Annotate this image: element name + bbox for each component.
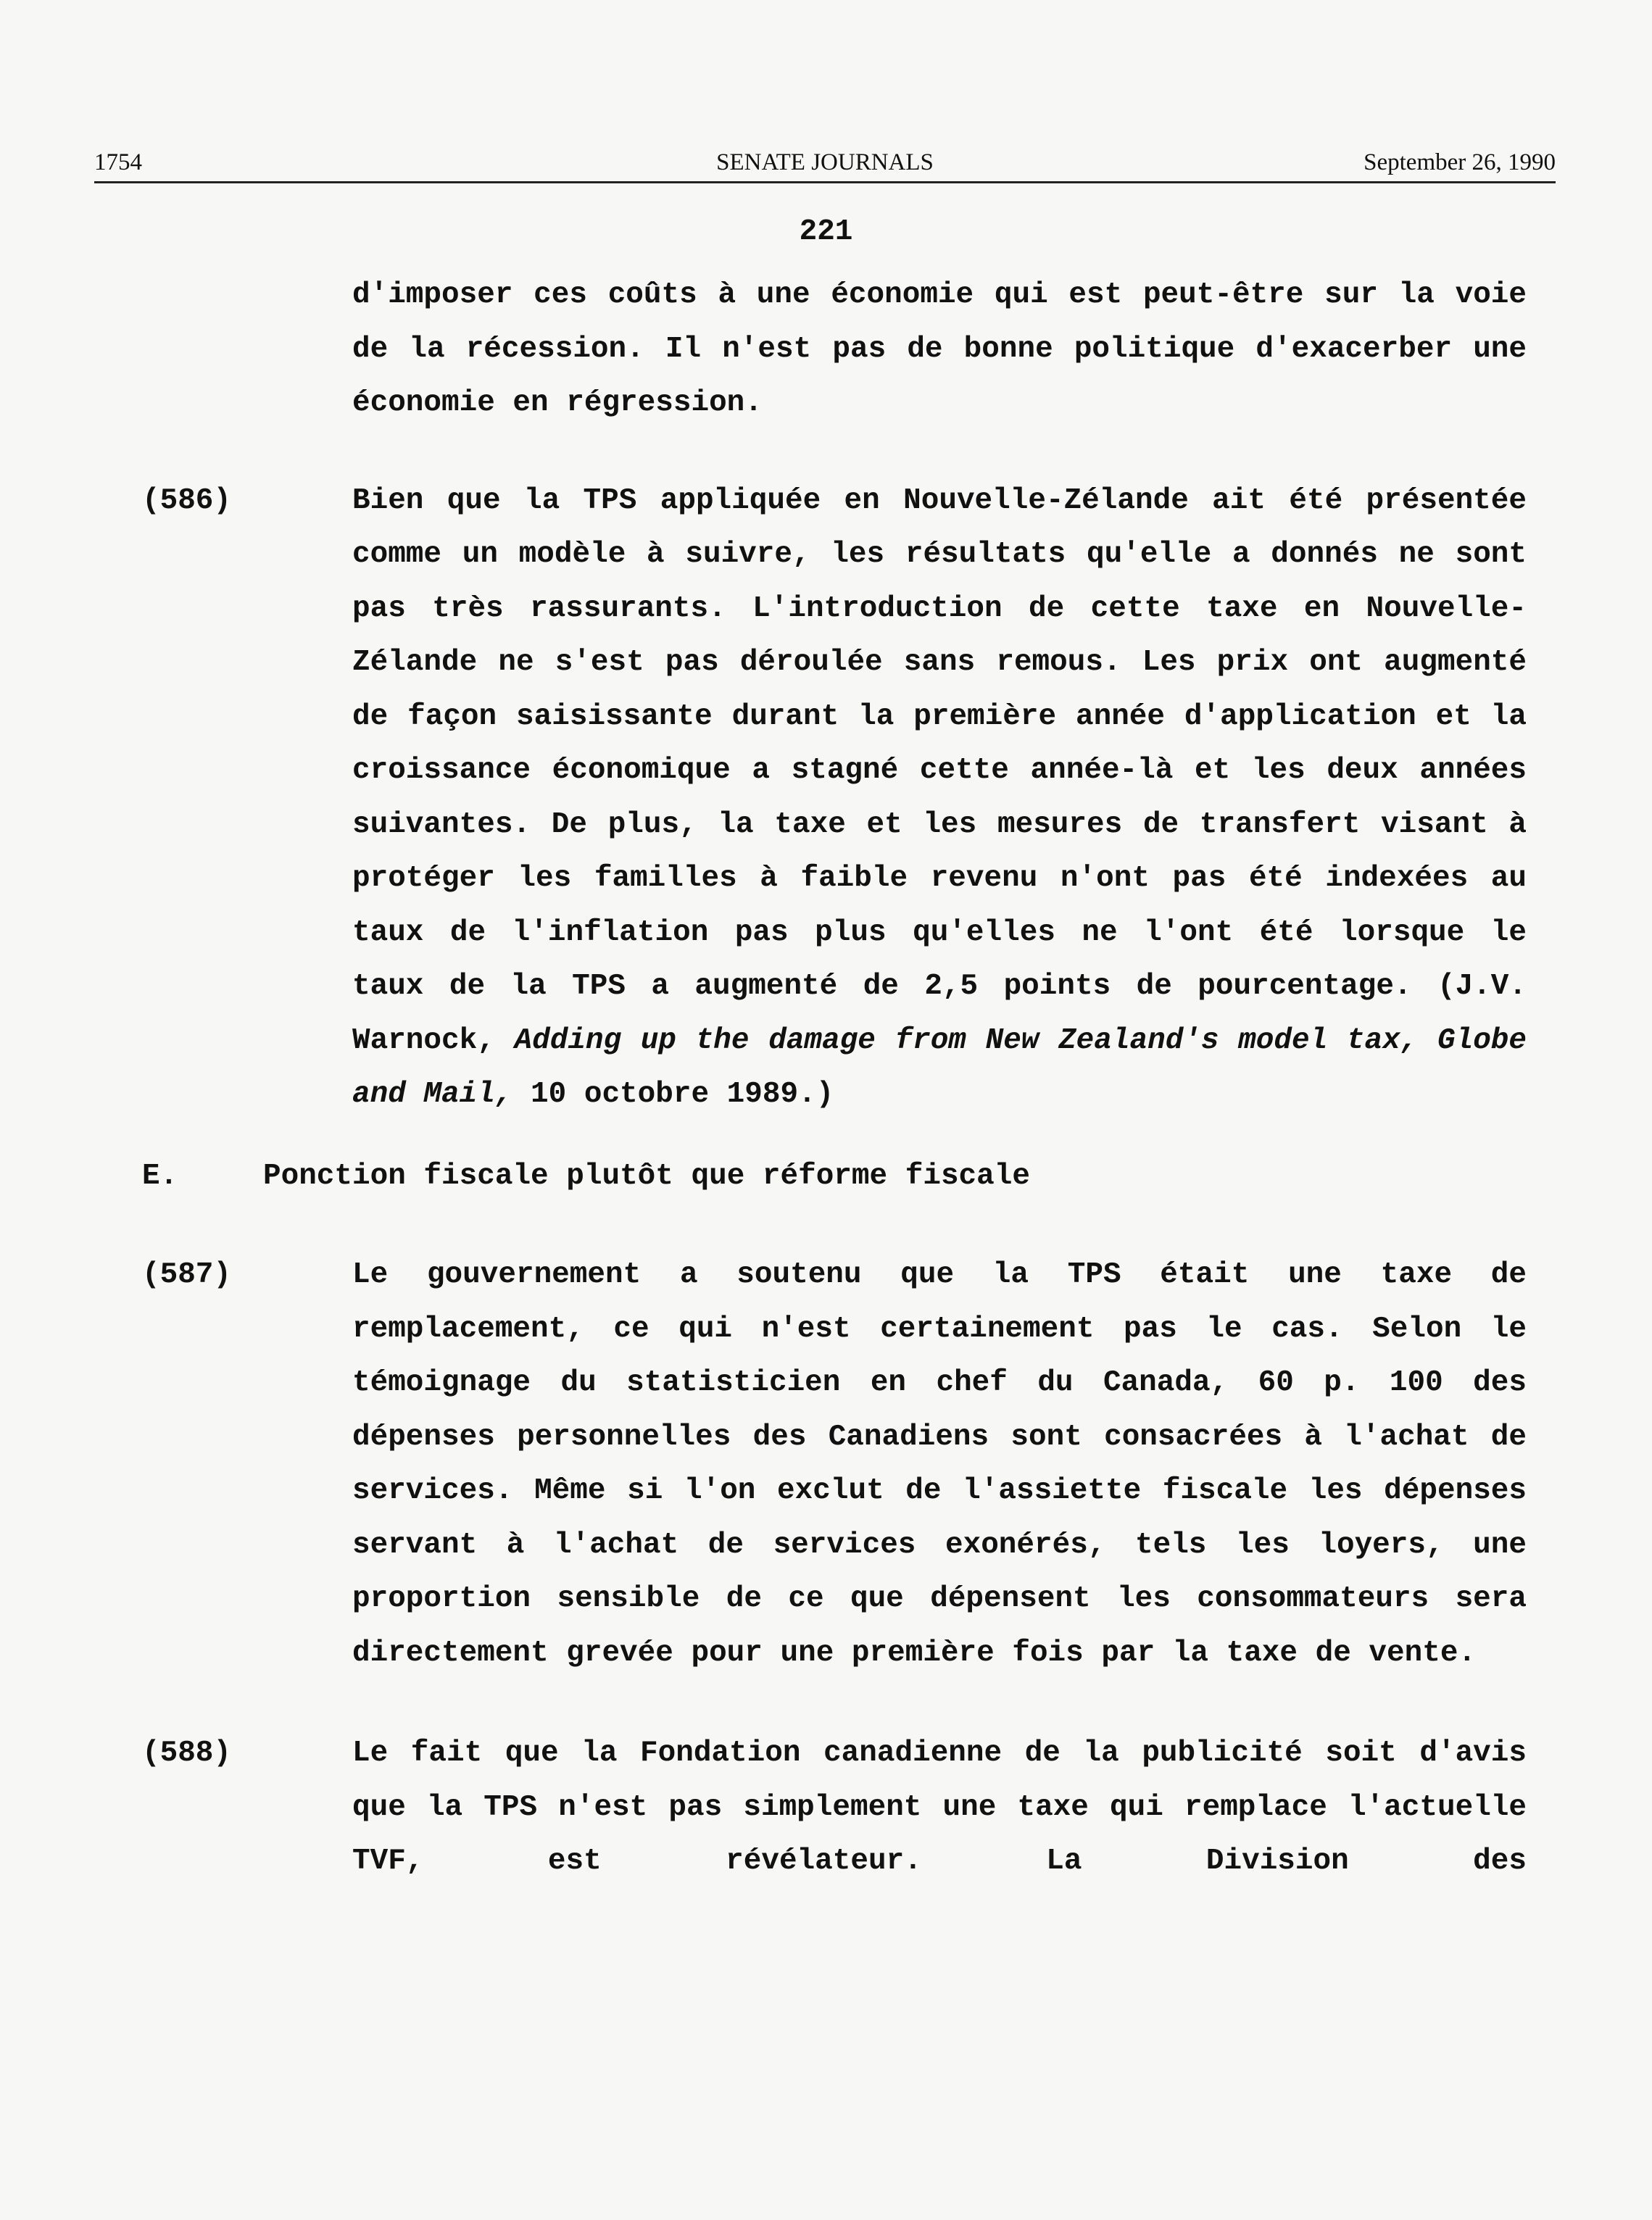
citation-close: 10 octobre 1989.) [512,1078,834,1111]
paragraph-586-text: Bien que la TPS appliquée en Nouvelle-Zélande ait été présentée comme un modèle à suivre, les résultats qu'elle a donnés ne sont pas très rassurants. L'introduction de cette taxe en Nouvelle-Zélande ne s'est pas déroulée sans remous. Les prix ont augmenté de façon saisissante durant la première année d'application et la croissance économique a stagné cette année-là et les deux années suivantes. De plus, la taxe et les mesures de transfert visant à protéger les familles à faible revenu n'ont pas été indexées au taux de l'inflation pas plus qu'elles ne l'ont été lorsque le taux de la TPS a augmenté de 2,5 points de pourcentage. [352,483,1527,1003]
paragraph-588 [142,1726,1527,1889]
page-header [94,145,1556,183]
paragraph-587 [142,1248,1527,1680]
paragraph-text: Le fait que la Fondation canadienne de la publicité soit d'avis que la TPS n'est pas simplement une taxe qui remplace l'actuelle TVF, est révélateur. La Division des [352,1737,1527,1878]
section-page-number: 221 [799,215,853,249]
continuation-paragraph: d'imposer ces coûts à une économie qui est peut-être sur la voie de la récession. Il n'est pas de bonne politique d'exacerber une économie en régression. [352,278,1527,420]
paragraph-number: (588) [142,1737,232,1770]
header-date: September 26, 1990 [1363,149,1556,175]
section-title: Ponction fiscale plutôt que réforme fiscale [263,1159,1030,1193]
paragraph-text [352,474,1527,1122]
paragraph-586 [142,474,1527,1122]
paragraph-number: (587) [142,1258,232,1292]
section-letter: E. [142,1159,178,1193]
paragraph-text: Le gouvernement a soutenu que la TPS était une taxe de remplacement, ce qui n'est certainement pas le cas. Selon le témoignage du statisticien en chef du Canada, 60 p. 100 des dépenses personnelles des Canadiens sont consacrées à l'achat de services. Même si l'on exclut de l'assiette fiscale les dépenses servant à l'achat de services exonérés, tels les loyers, une proportion sensible de ce que dépensent les consommateurs sera directement grevée pour une première fois par la taxe de vente. [352,1258,1527,1670]
paragraph-number: (586) [142,483,232,517]
header-page-number: 1754 [94,149,142,175]
citation-title: Adding up the damage from New Zealand's model tax, Globe and Mail, [352,1023,1527,1111]
section-heading [142,1150,1527,1204]
document-body [142,268,1527,1889]
header-title: SENATE JOURNALS [716,149,934,175]
citation-open: (J.V. Warnock, [352,970,1527,1057]
